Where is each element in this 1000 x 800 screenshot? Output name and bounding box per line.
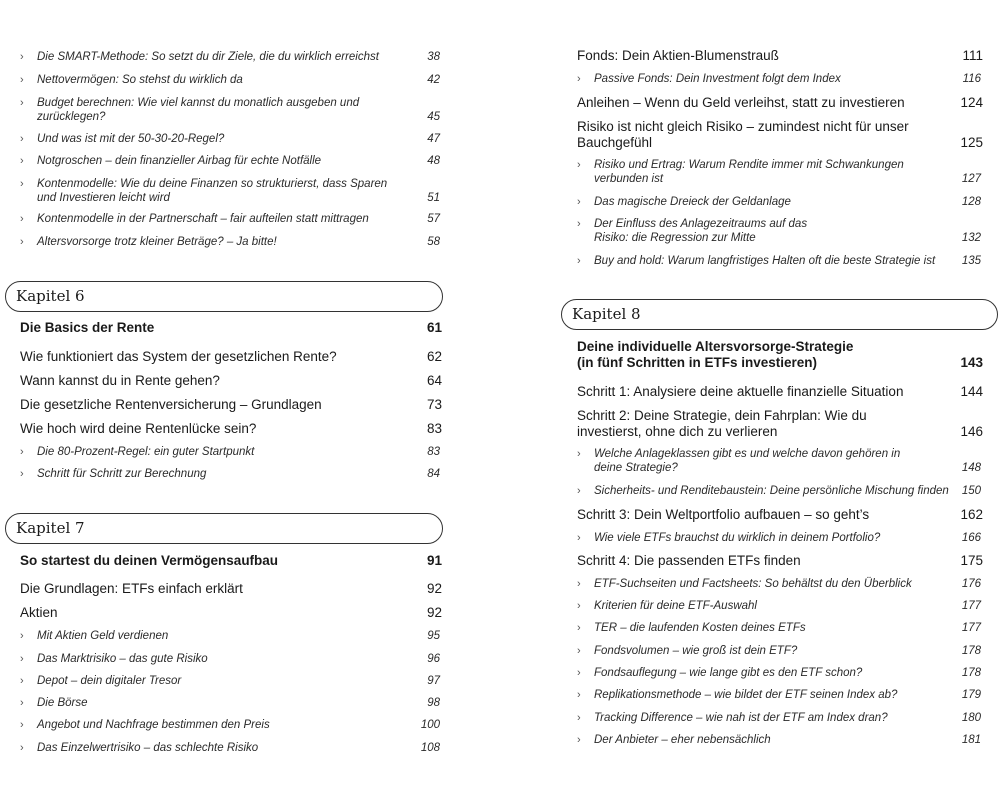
entry-title: › Altersvorsorge trotz kleiner Beträge? – Ja bitte! — [20, 235, 410, 249]
entry-title: Wie funktioniert das System der gesetzlichen Rente? — [20, 349, 337, 364]
entry-title: › Kriterien für deine ETF-Auswahl — [577, 599, 951, 613]
entry-page: 124 — [960, 95, 983, 110]
entry-title: › Angebot und Nachfrage bestimmen den Preis — [20, 718, 410, 732]
entry-title: Wann kannst du in Rente gehen? — [20, 373, 220, 388]
entry-page: 95 — [427, 630, 440, 642]
toc-entry[interactable] — [20, 177, 442, 205]
toc-entry[interactable] — [577, 484, 983, 498]
toc-entry[interactable] — [20, 741, 442, 755]
entry-title: Deine individuelle Altersvorsorge-Strategie (in fünf Schritten in ETFs investieren) — [577, 339, 854, 370]
entry-page: 51 — [427, 192, 440, 204]
toc-entry[interactable] — [577, 48, 983, 64]
entry-title: › Fondsauflegung – wie lange gibt es den ETF schon? — [577, 666, 951, 680]
entry-page: 97 — [427, 675, 440, 687]
entry-page: 64 — [426, 373, 442, 388]
entry-page: 135 — [961, 255, 981, 267]
entry-title: › Budget berechnen: Wie viel kannst du monatlich ausgeben und zurücklegen? — [20, 96, 410, 124]
toc-chapter-heading[interactable] — [577, 339, 983, 371]
chapter-6-pill[interactable]: Kapitel 6 — [5, 281, 443, 312]
entry-title: › Und was ist mit der 50-30-20-Regel? — [20, 132, 410, 146]
toc-entry[interactable] — [20, 674, 442, 688]
entry-title: › TER – die laufenden Kosten deines ETFs — [577, 621, 951, 635]
entry-title: › Depot – dein digitaler Tresor — [20, 674, 410, 688]
entry-page: 100 — [420, 719, 440, 731]
entry-title: › Wie viele ETFs brauchst du wirklich in deinem Portfolio? — [577, 531, 951, 545]
entry-page: 61 — [426, 320, 442, 335]
entry-page: 132 — [961, 232, 981, 244]
toc-entry[interactable] — [577, 95, 983, 111]
entry-page: 180 — [961, 712, 981, 724]
toc-entry[interactable] — [577, 711, 983, 725]
entry-page: 91 — [426, 553, 442, 568]
toc-entry[interactable] — [577, 408, 983, 440]
entry-title: Schritt 4: Die passenden ETFs finden — [577, 553, 801, 568]
toc-entry[interactable] — [20, 467, 442, 481]
entry-page: 127 — [961, 173, 981, 185]
toc-chapter-heading[interactable] — [20, 553, 442, 569]
toc-entry[interactable] — [20, 397, 442, 413]
entry-page: 143 — [960, 355, 983, 370]
entry-page: 146 — [960, 424, 983, 439]
toc-entry[interactable] — [20, 629, 442, 643]
toc-entry[interactable] — [577, 531, 983, 545]
entry-title: › Replikationsmethode – wie bildet der ETF seinen Index ab? — [577, 688, 951, 702]
entry-page: 73 — [426, 397, 442, 412]
toc-entry[interactable] — [20, 718, 442, 732]
toc-entry[interactable] — [577, 119, 983, 151]
entry-page: 98 — [427, 697, 440, 709]
entry-page: 181 — [961, 734, 981, 746]
entry-page: 92 — [426, 581, 442, 596]
entry-title: Risiko ist nicht gleich Risiko – zumindest nicht für unser Bauchgefühl — [577, 119, 909, 150]
entry-page: 83 — [427, 446, 440, 458]
entry-title: › Die Börse — [20, 696, 410, 710]
toc-entry[interactable] — [577, 72, 983, 86]
toc-entry[interactable] — [20, 605, 442, 621]
entry-title: › Risiko und Ertrag: Warum Rendite immer mit Schwankungen verbunden ist — [577, 158, 951, 186]
toc-entry[interactable] — [577, 447, 983, 475]
entry-title: Die Grundlagen: ETFs einfach erklärt — [20, 581, 243, 596]
toc-entry[interactable] — [20, 154, 442, 168]
entry-title: › Das Einzelwertrisiko – das schlechte Risiko — [20, 741, 410, 755]
entry-page: 162 — [960, 507, 983, 522]
entry-title: Die gesetzliche Rentenversicherung – Grundlagen — [20, 397, 322, 412]
entry-page: 48 — [427, 155, 440, 167]
toc-entry[interactable] — [577, 733, 983, 747]
entry-page: 38 — [427, 51, 440, 63]
entry-title: › Der Einfluss des Anlagezeitraums auf das Risiko: die Regression zur Mitte — [577, 217, 951, 245]
entry-page: 179 — [961, 689, 981, 701]
toc-entry[interactable] — [577, 158, 983, 186]
entry-title: › ETF-Suchseiten und Factsheets: So behältst du den Überblick — [577, 577, 951, 591]
entry-title: › Passive Fonds: Dein Investment folgt dem Index — [577, 72, 951, 86]
toc-entry[interactable] — [577, 217, 983, 245]
entry-page: 177 — [961, 600, 981, 612]
entry-title: › Kontenmodelle in der Partnerschaft – fair aufteilen statt mittragen — [20, 212, 410, 226]
toc-entry[interactable] — [577, 553, 983, 569]
entry-title: › Sicherheits- und Renditebaustein: Deine persönliche Mischung finden — [577, 484, 951, 498]
toc-entry[interactable] — [20, 421, 442, 437]
toc-entry[interactable] — [577, 621, 983, 635]
entry-page: 176 — [961, 578, 981, 590]
entry-page: 58 — [427, 236, 440, 248]
entry-title: Schritt 3: Dein Weltportfolio aufbauen – so geht’s — [577, 507, 870, 522]
entry-title: › Der Anbieter – eher nebensächlich — [577, 733, 951, 747]
toc-entry[interactable] — [577, 666, 983, 680]
entry-page: 92 — [426, 605, 442, 620]
toc-entry[interactable] — [20, 235, 442, 249]
entry-title: › Schritt für Schritt zur Berechnung — [20, 467, 410, 481]
toc-entry[interactable] — [20, 212, 442, 226]
entry-page: 178 — [961, 645, 981, 657]
toc-entry[interactable] — [577, 195, 983, 209]
entry-page: 166 — [961, 532, 981, 544]
entry-title: › Das magische Dreieck der Geldanlage — [577, 195, 951, 209]
entry-page: 111 — [962, 48, 983, 63]
entry-title: › Buy and hold: Warum langfristiges Halten oft die beste Strategie ist — [577, 254, 951, 268]
toc-entry[interactable] — [577, 599, 983, 613]
entry-title: Schritt 1: Analysiere deine aktuelle finanzielle Situation — [577, 384, 904, 399]
entry-page: 116 — [962, 73, 981, 85]
entry-title: › Notgroschen – dein finanzieller Airbag für echte Notfälle — [20, 154, 410, 168]
entry-page: 175 — [960, 553, 983, 568]
entry-page: 144 — [960, 384, 983, 399]
toc-entry[interactable] — [20, 349, 442, 365]
entry-title: › Tracking Difference – wie nah ist der ETF am Index dran? — [577, 711, 951, 725]
entry-title: Wie hoch wird deine Rentenlücke sein? — [20, 421, 257, 436]
toc-entry[interactable] — [20, 373, 442, 389]
entry-page: 83 — [426, 421, 442, 436]
entry-title: › Mit Aktien Geld verdienen — [20, 629, 410, 643]
toc-entry[interactable] — [20, 96, 442, 124]
entry-title: Schritt 2: Deine Strategie, dein Fahrplan: Wie du investierst, ohne dich zu verlieren — [577, 408, 867, 439]
entry-page: 150 — [961, 485, 981, 497]
toc-entry[interactable] — [20, 445, 442, 459]
entry-page: 96 — [427, 653, 440, 665]
toc-entry[interactable] — [577, 577, 983, 591]
entry-page: 62 — [426, 349, 442, 364]
entry-page: 47 — [427, 133, 440, 145]
toc-entry[interactable] — [20, 132, 442, 146]
entry-title: › Fondsvolumen – wie groß ist dein ETF? — [577, 644, 951, 658]
entry-title: › Die SMART-Methode: So setzt du dir Ziele, die du wirklich erreichst — [20, 50, 410, 64]
entry-title: › Nettovermögen: So stehst du wirklich da — [20, 73, 410, 87]
toc-entry[interactable] — [20, 696, 442, 710]
chapter-8-pill[interactable]: Kapitel 8 — [561, 299, 998, 330]
entry-page: 178 — [961, 667, 981, 679]
entry-page: 128 — [961, 196, 981, 208]
entry-title: › Die 80-Prozent-Regel: ein guter Startpunkt — [20, 445, 410, 459]
toc-entry[interactable] — [20, 652, 442, 666]
toc-entry[interactable] — [20, 581, 442, 597]
toc-entry[interactable] — [577, 507, 983, 523]
entry-page: 125 — [960, 135, 983, 150]
entry-title: › Welche Anlageklassen gibt es und welche davon gehören in deine Strategie? — [577, 447, 951, 475]
toc-entry[interactable] — [20, 50, 442, 64]
entry-title: So startest du deinen Vermögensaufbau — [20, 553, 279, 568]
toc-entry[interactable] — [577, 254, 983, 268]
entry-page: 108 — [420, 742, 440, 754]
entry-page: 57 — [427, 213, 440, 225]
entry-page: 84 — [427, 468, 440, 480]
entry-page: 148 — [961, 462, 981, 474]
entry-title: Anleihen – Wenn du Geld verleihst, statt zu investieren — [577, 95, 905, 110]
entry-title: Aktien — [20, 605, 58, 620]
toc-entry[interactable] — [577, 688, 983, 702]
entry-title: › Kontenmodelle: Wie du deine Finanzen so strukturierst, dass Sparen und Investieren leicht wird — [20, 177, 410, 205]
entry-page: 45 — [427, 111, 440, 123]
entry-page: 177 — [961, 622, 981, 634]
chapter-7-pill[interactable]: Kapitel 7 — [5, 513, 443, 544]
entry-page: 42 — [427, 74, 440, 86]
entry-title: Fonds: Dein Aktien-Blumenstrauß — [577, 48, 779, 63]
entry-title: Die Basics der Rente — [20, 320, 155, 335]
toc-chapter-heading[interactable] — [20, 320, 442, 336]
toc-entry[interactable] — [577, 644, 983, 658]
entry-title: › Das Marktrisiko – das gute Risiko — [20, 652, 410, 666]
toc-entry[interactable] — [577, 384, 983, 400]
toc-entry[interactable] — [20, 73, 442, 87]
